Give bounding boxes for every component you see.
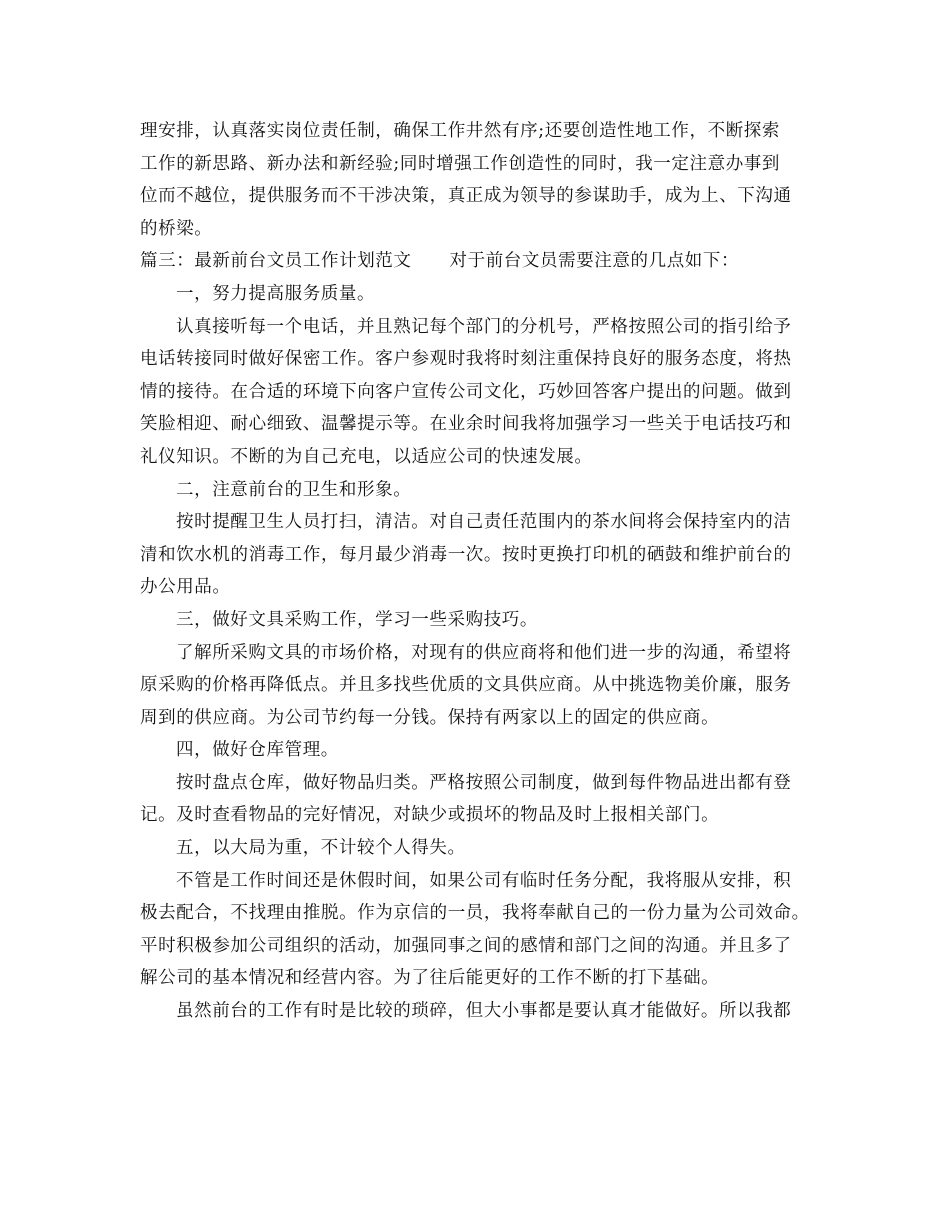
- paragraph-first-line: 了解所采购文具的市场价格，对现有的供应商将和他们进一步的沟通，希望将: [176, 642, 792, 663]
- text-line: 礼仪知识。不断的为自己充电，以适应公司的快速发展。: [140, 446, 593, 467]
- paragraph-first-line: 虽然前台的工作有时是比较的琐碎，但大小事都是要认真才能做好。所以我都: [176, 1001, 792, 1022]
- text-line: 理安排，认真落实岗位责任制，确保工作井然有序;还要创造性地工作，不断探索: [140, 121, 780, 141]
- paragraph-first-line: 按时提醒卫生人员打扫，清洁。对自己责任范围内的茶水间将会保持室内的洁: [176, 512, 792, 533]
- text-line: 办公用品。: [140, 577, 231, 598]
- text-line: 的桥梁。: [140, 218, 213, 239]
- section-heading-line: [140, 245, 820, 278]
- item-heading: 四，做好仓库管理。: [176, 740, 339, 761]
- text-line: 位而不越位，提供服务而不干涉决策，真正成为领导的参谋助手，成为上、下沟通: [140, 186, 792, 207]
- item-heading: 五，以大局为重，不计较个人得失。: [176, 838, 466, 859]
- section-intro: 对于前台文员需要注意的几点如下：: [449, 251, 740, 272]
- document-body: [140, 115, 820, 1028]
- text-line: 工作的新思路、新办法和新经验;同时增强工作创造性的同时，我一定注意办事到: [140, 153, 780, 174]
- text-line: 平时积极参加公司组织的活动，加强同事之间的感情和部门之间的沟通。并且多了: [140, 935, 792, 956]
- item-heading: 二，注意前台的卫生和形象。: [176, 479, 412, 500]
- text-line: 笑脸相迎、耐心细致、温馨提示等。在业余时间我将加强学习一些关于电话技巧和: [140, 414, 792, 435]
- text-line: 清和饮水机的消毒工作，每月最少消毒一次。按时更换打印机的硒鼓和维护前台的: [140, 544, 792, 565]
- text-line: 记。及时查看物品的完好情况，对缺少或损坏的物品及时上报相关部门。: [140, 805, 720, 826]
- paragraph-first-line: 按时盘点仓库，做好物品归类。严格按照公司制度，做到每件物品进出都有登: [176, 772, 792, 793]
- text-line: 周到的供应商。为公司节约每一分钱。保持有两家以上的固定的供应商。: [140, 707, 720, 728]
- text-line: 电话转接同时做好保密工作。客户参观时我将时刻注重保持良好的服务态度，将热: [140, 349, 792, 370]
- text-line: 情的接待。在合适的环境下向客户宣传公司文化，巧妙回答客户提出的问题。做到: [140, 381, 792, 402]
- text-line: 极去配合，不找理由推脱。作为京信的一员，我将奉献自己的一份力量为公司效命。: [140, 903, 810, 924]
- paragraph-first-line: 不管是工作时间还是休假时间，如果公司有临时任务分配，我将服从安排，积: [176, 870, 792, 891]
- text-line: 原采购的价格再降低点。并且多找些优质的文具供应商。从中挑选物美价廉，服务: [140, 675, 792, 696]
- item-heading: 三，做好文具采购工作，学习一些采购技巧。: [176, 609, 538, 630]
- text-line: 解公司的基本情况和经营内容。为了往后能更好的工作不断的打下基础。: [140, 968, 720, 989]
- item-heading: 一，努力提高服务质量。: [176, 283, 376, 304]
- paragraph-first-line: 认真接听每一个电话，并且熟记每个部门的分机号，严格按照公司的指引给予: [176, 316, 792, 337]
- section-title: 篇三：最新前台文员工作计划范文: [140, 251, 412, 272]
